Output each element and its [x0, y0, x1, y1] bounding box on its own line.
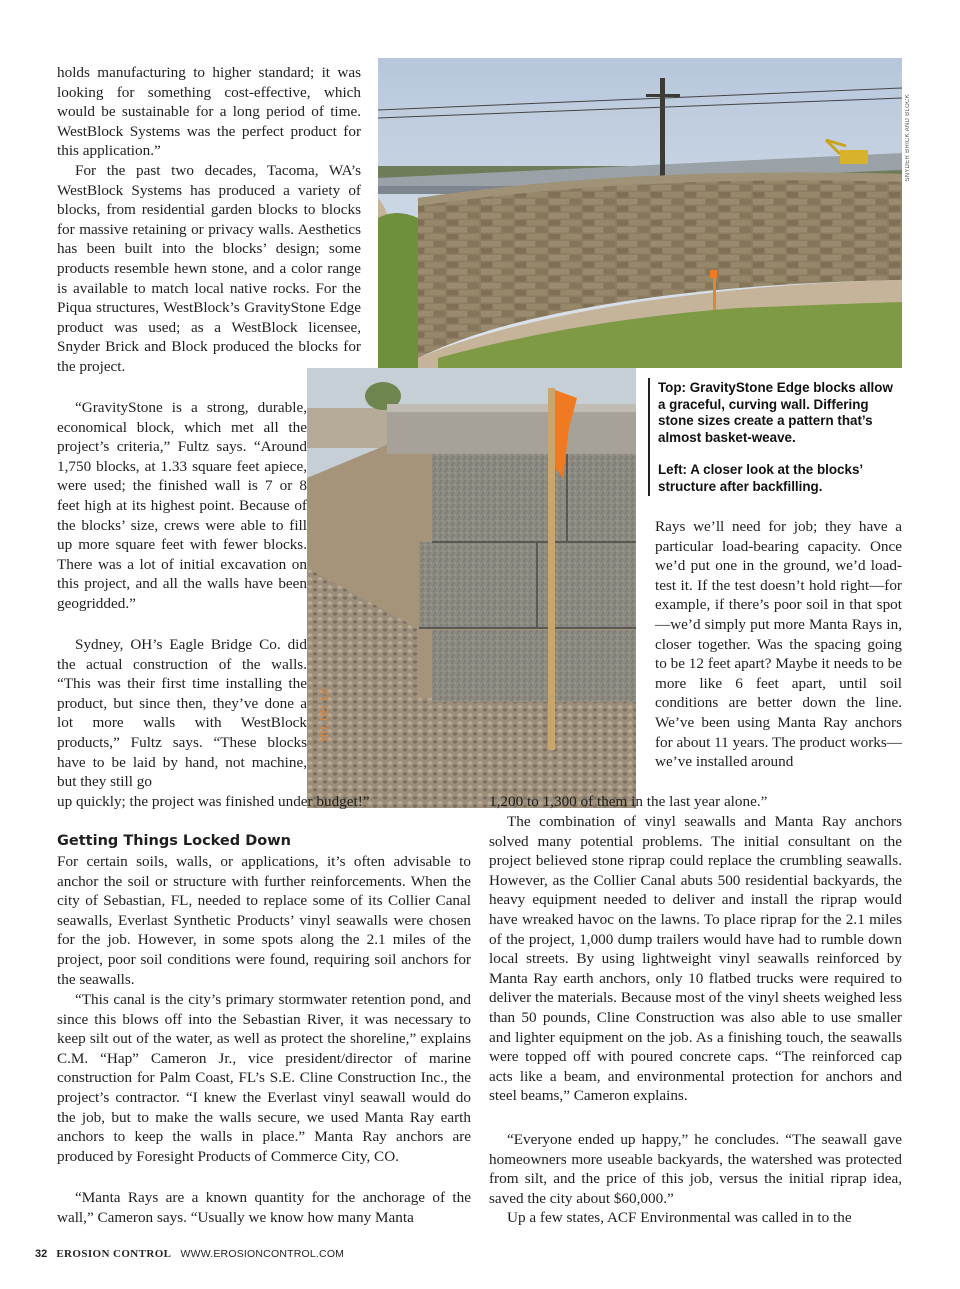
right-paragraph-4: Up a few states, ACF Environmental was called in to the — [507, 1209, 852, 1226]
top-photo-curving-wall — [378, 58, 902, 368]
caption-rule — [648, 378, 650, 496]
photo-caption — [658, 380, 898, 511]
right-paragraph-1: Rays we’ll need for job; they have a particular load-bearing capacity. Once we’d put one in the ground, we’d load-test it. If the test doesn’t hold right—for example, if there’s poor soil in that spot—we’d simply put more Manta Rays in, closer together. Was the spacing going to be 12 feet apart? Maybe it needs to be more like 6 feet apart, until soil conditions are better down the line. We’ve been using Manta Ray anchors for about 11 years. The product works—we’ve installed around — [655, 518, 902, 771]
right-paragraph-2: The combination of vinyl seawalls and Manta Ray anchors solved many potential problems. The initial consultant on the project believed stone riprap could replace the crumbling seawalls. However, as the Collier Canal abuts 500 residential backyards, the heavy equipment needed to deliver and install the riprap would have wreaked havoc on the lawns. To place riprap for the 2.1 miles of the project, 1,000 dump trailers would have had to rumble down local streets. By using lightweight vinyl seawalls reinforced by Manta Ray earth anchors, only 10 flatbed trucks were required to deliver the materials. Because most of the vinyl sheets weighed less than 50 pounds, Cline Construction was also able to use smaller and lighter equipment on the job. As a finishing touch, the seawalls were topped off with poured concrete caps. “The reinforced cap acts like a beam, and environmental protection for anchors and steel beams,” Cameron explains. — [489, 813, 902, 1105]
left-paragraph-2: For the past two decades, Tacoma, WA’s WestBlock Systems has produced a variety of blocks, from residential garden blocks to blocks for massive retaining or privacy walls. Aesthetics has been built into the blocks’ design; some products resemble hewn stone, and a color range is available to match local native rocks. For the Piqua structures, WestBlock’s GravityStone Edge product was used; as a WestBlock licensee, Snyder Brick and Block produced the blocks for the project. — [57, 162, 361, 375]
section-heading: Getting Things Locked Down — [57, 833, 291, 849]
left-paragraph-4-end: up quickly; the project was finished under budget!” — [57, 793, 370, 810]
caption-left: Left: A closer look at the blocks’ structure after backfilling. — [658, 462, 863, 494]
magazine-url[interactable]: WWW.EROSIONCONTROL.COM — [180, 1248, 345, 1260]
left-paragraph-7: “Manta Rays are a known quantity for the anchorage of the wall,” Cameron says. “Usually we know how many Manta — [57, 1189, 471, 1226]
left-paragraph-5: For certain soils, walls, or applications, it’s often advisable to anchor the soil or structure with further reinforcements. When the city of Sebastian, FL, needed to replace some of its Collier Canal seawalls, Everlast Synthetic Products’ vinyl seawalls were chosen for the job. However, in some spots along the 2.1 miles of the project, poor soil conditions were found, requiring soil anchors for the seawalls. — [57, 853, 471, 988]
left-paragraph-4: Sydney, OH’s Eagle Bridge Co. did the actual construction of the walls. “This was their first time installing the product, but since then, they’ve done a lot more walls with WestBlock products,” Fultz says. “These blocks have to be laid by hand, not machine, but they still go — [57, 636, 307, 791]
left-paragraph-6: “This canal is the city’s primary stormwater retention pond, and since this blows off into the Sebastian River, it was necessary to keep silt out of the water, as well as protect the shoreline,” explains C.M. “Hap” Cameron Jr., vice president/director of marine construction for Palm Coast, FL’s S.E. Cline Construction Inc., the project’s contractor. “I knew the Everlast vinyl seawall would do the job, but to make the walls secure, we used Manta Ray earth anchors to keep the walls in place.” Manta Ray anchors are produced by Foresight Products of Commerce City, CO. — [57, 991, 471, 1165]
inset-photo-block-closeup — [307, 368, 636, 808]
page-footer — [35, 1248, 344, 1260]
magazine-name: EROSION CONTROL — [56, 1248, 172, 1260]
photo-credit: SNYDER BRICK AND BLOCK — [905, 94, 911, 182]
wall-photo-illustration — [378, 58, 902, 368]
left-paragraph-1: holds manufacturing to higher standard; it was looking for something cost-effective, which would be sustainable for a long period of time. WestBlock Systems was the perfect product for this application.” — [57, 64, 361, 160]
right-paragraph-1-end: 1,200 to 1,300 of them in the last year alone.” — [489, 793, 768, 810]
block-closeup-illustration — [307, 368, 636, 808]
page-number: 32 — [35, 1248, 48, 1260]
photo-date-stamp: 21 30 '08 — [316, 688, 331, 742]
left-paragraph-3: “GravityStone is a strong, durable, economical block, which met all the project’s criteria,” Fultz says. “Around 1,750 blocks, at 1.33 square feet apiece, were used; the finished wall is 7 or 8 feet high at its highest point. Because of the blocks’ size, crews were able to fill up more square feet with fewer blocks. There was a lot of initial excavation on this project, and all the walls have been geogridded.” — [57, 399, 307, 612]
right-paragraph-3: “Everyone ended up happy,” he concludes. “The seawall gave homeowners more useable backyards, the watershed was protected from silt, and the price of this job, versus the initial riprap idea, saved the city about $60,000.” — [489, 1131, 902, 1207]
caption-top: Top: GravityStone Edge blocks allow a graceful, curving wall. Differing stone sizes create a pattern that’s almost basket-weave. — [658, 380, 893, 445]
